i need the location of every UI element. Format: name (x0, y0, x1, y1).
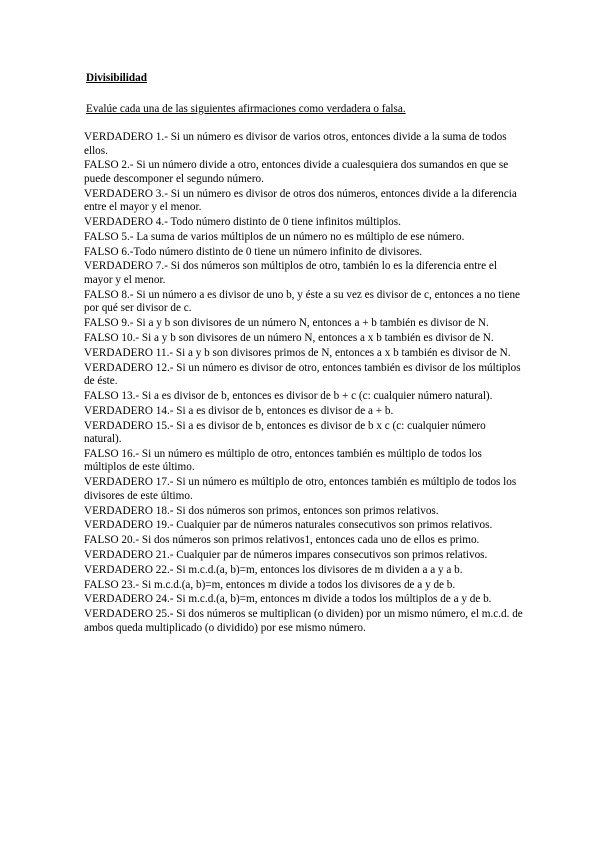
statement-text: 20.- Si dos números son primos relativos1, entonces cada uno de ellos es primo. (121, 534, 480, 547)
statement-verdict: VERDADERO (84, 361, 153, 374)
statement-text: 25.- Si dos números se multiplican (o dividen) por un mismo número, el m.c.d. de ambos queda multiplicado (o dividido) por ese mismo número. (84, 608, 523, 634)
statement-item (84, 362, 524, 389)
statement-item (84, 216, 524, 230)
statement-verdict: VERDADERO (84, 419, 153, 432)
statement-verdict: FALSO (84, 389, 119, 402)
statement-text: 15.- Si a es divisor de b, entonces es divisor de b x c (c: cualquier número natural). (84, 419, 486, 446)
statement-text: 9.- Si a y b son divisores de un número N, entonces a + b también es divisor de N. (121, 317, 489, 330)
statement-verdict: VERDADERO (84, 593, 153, 606)
statement-text: 6.-Todo número distinto de 0 tiene un número infinito de divisores. (121, 245, 423, 258)
statement-item (84, 519, 524, 533)
statement-item (84, 131, 524, 158)
statement-text: 10.- Si a y b son divisores de un número N, entonces a x b también es divisor de N. (121, 332, 494, 344)
statement-text: 13.- Si a es divisor de b, entonces es divisor de b + c (c: cualquier número natural). (121, 389, 493, 402)
statement-verdict: VERDADERO (84, 476, 153, 489)
statement-text: 24.- Si m.c.d.(a, b)=m, entonces m divide a todos los múltiplos de a y de b. (155, 593, 492, 606)
statement-text: 2.- Si un número divide a otro, entonces divide a cualesquiera dos sumandos en que se puede descomponer el segundo número. (84, 159, 509, 185)
statement-item (84, 593, 524, 607)
statement-verdict: VERDADERO (84, 519, 153, 532)
statement-text: 22.- Si m.c.d.(a, b)=m, entonces los divisores de m dividen a a y a b. (155, 563, 463, 576)
statement-verdict: VERDADERO (84, 548, 153, 561)
statement-text: 7.- Si dos números son múltiplos de otro, también lo es la diferencia entre el mayor y el menor. (84, 260, 497, 287)
statement-item (84, 579, 524, 593)
statement-verdict: VERDADERO (84, 608, 153, 621)
statement-item (84, 159, 524, 186)
statement-verdict: FALSO (84, 230, 119, 243)
statement-item (84, 476, 524, 503)
statement-verdict: FALSO (84, 317, 119, 330)
statement-text: 1.- Si un número es divisor de varios otros, entonces divide a la suma de todos ellos. (84, 131, 507, 157)
statement-text: 16.- Si un número es múltiplo de otro, entonces también es múltiplo de todos los múltiplos de este último. (84, 447, 482, 474)
statement-verdict: FALSO (84, 159, 119, 172)
statement-text: 4.- Todo número distinto de 0 tiene infinitos múltiplos. (155, 216, 401, 229)
statement-verdict: FALSO (84, 332, 119, 344)
statement-item (84, 549, 524, 563)
statement-verdict: FALSO (84, 288, 119, 301)
statement-text: 18.- Si dos números son primos, entonces son primos relativos. (155, 504, 439, 517)
statement-item (84, 564, 524, 578)
statement-item (84, 448, 524, 475)
statement-verdict: FALSO (84, 447, 119, 460)
statement-text: 8.- Si un número a es divisor de uno b, y éste a su vez es divisor de c, entonces a no tiene por qué ser divisor de c. (84, 288, 521, 315)
document-instructions: Evalúe cada una de las siguientes afirmaciones como verdadera o falsa. (86, 103, 406, 115)
statement-item (84, 332, 524, 346)
statement-text: 11.- Si a y b son divisores primos de N, entonces a x b también es divisor de N. (155, 346, 511, 359)
statement-verdict: VERDADERO (84, 187, 153, 200)
statement-text: 5.- La suma de varios múltiplos de un número no es múltiplo de ese número. (121, 230, 465, 243)
statement-text: 19.- Cualquier par de números naturales consecutivos son primos relativos. (155, 519, 493, 532)
statement-verdict: VERDADERO (84, 131, 153, 143)
statement-verdict: FALSO (84, 578, 119, 591)
statement-item (84, 347, 524, 361)
document-title: Divisibilidad (86, 72, 147, 84)
statement-text: 23.- Si m.c.d.(a, b)=m, entonces m divide a todos los divisores de a y de b. (121, 578, 456, 591)
statement-item (84, 231, 524, 245)
statement-text: 3.- Si un número es divisor de otros dos números, entonces divide a la diferencia entre el mayor y el menor. (84, 187, 517, 214)
statement-verdict: VERDADERO (84, 504, 153, 517)
statement-text: 17.- Si un número es múltiplo de otro, entonces también es múltiplo de todos los divisores de este último. (84, 476, 517, 502)
statement-item (84, 405, 524, 419)
statement-list (84, 131, 524, 636)
statement-verdict: VERDADERO (84, 216, 153, 229)
statement-text: 12.- Si un número es divisor de otro, entonces también es divisor de los múltiplos de éste. (84, 361, 521, 388)
statement-verdict: FALSO (84, 534, 119, 547)
statement-item (84, 246, 524, 260)
statement-verdict: FALSO (84, 245, 119, 258)
statement-item (84, 505, 524, 519)
statement-verdict: VERDADERO (84, 346, 153, 359)
statement-item (84, 420, 524, 447)
statement-item (84, 608, 524, 635)
statement-verdict: VERDADERO (84, 404, 153, 417)
statement-verdict: VERDADERO (84, 563, 153, 576)
statement-verdict: VERDADERO (84, 260, 153, 273)
statement-item (84, 317, 524, 331)
statement-text: 14.- Si a es divisor de b, entonces es divisor de a + b. (155, 404, 394, 417)
statement-item (84, 534, 524, 548)
statement-item (84, 289, 524, 316)
statement-item (84, 390, 524, 404)
statement-item (84, 260, 524, 287)
statement-item (84, 188, 524, 215)
statement-text: 21.- Cualquier par de números impares consecutivos son primos relativos. (155, 548, 488, 561)
